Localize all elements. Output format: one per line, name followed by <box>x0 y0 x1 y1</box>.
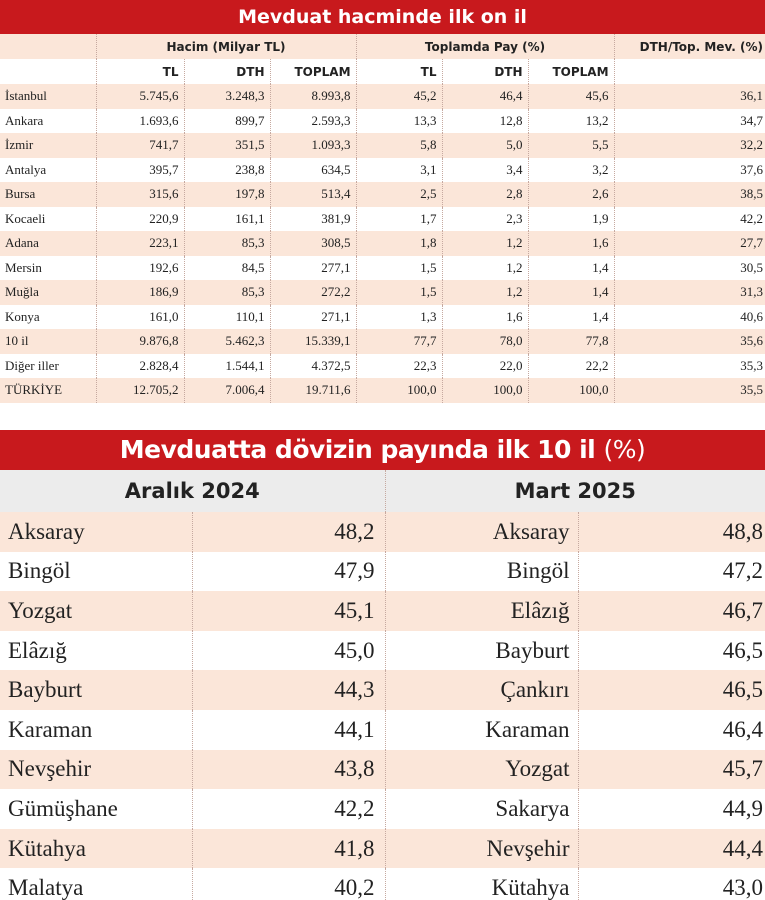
table-cell: 741,7 <box>96 133 184 158</box>
province-name: 10 il <box>0 329 96 354</box>
share-value-left: 42,2 <box>192 789 385 829</box>
table-cell: 3.248,3 <box>184 84 270 109</box>
table-cell: 634,5 <box>270 158 356 183</box>
table-cell: 1,5 <box>356 280 442 305</box>
list-item <box>0 789 765 829</box>
table-row <box>0 158 765 183</box>
province-name-right: Kütahya <box>385 868 578 900</box>
table-cell: 35,6 <box>614 329 765 354</box>
table-cell: 84,5 <box>184 256 270 281</box>
table-cell: 1,6 <box>442 305 528 330</box>
period-label-right: Mart 2025 <box>385 470 765 512</box>
province-name-left: Elâzığ <box>0 631 192 671</box>
header-volume: Hacim (Milyar TL) <box>96 34 356 59</box>
table-cell: 899,7 <box>184 109 270 134</box>
table-cell: 19.711,6 <box>270 378 356 403</box>
table-cell: 1.693,6 <box>96 109 184 134</box>
province-name-left: Nevşehir <box>0 750 192 790</box>
table-cell: 100,0 <box>356 378 442 403</box>
table-cell: 238,8 <box>184 158 270 183</box>
table-cell: 2,6 <box>528 182 614 207</box>
header-total: TOPLAM <box>270 59 356 84</box>
header-share: Toplamda Pay (%) <box>356 34 614 59</box>
table1-group-header-row <box>0 34 765 59</box>
table2-grid <box>0 470 765 900</box>
table-row <box>0 280 765 305</box>
table-cell: 1,2 <box>442 280 528 305</box>
table-cell: 110,1 <box>184 305 270 330</box>
table-cell: 161,1 <box>184 207 270 232</box>
share-value-left: 45,1 <box>192 591 385 631</box>
table-row <box>0 378 765 403</box>
table-cell: 381,9 <box>270 207 356 232</box>
table-row <box>0 329 765 354</box>
table-cell: 77,7 <box>356 329 442 354</box>
province-name-left: Bingöl <box>0 552 192 592</box>
table2-period-row <box>0 470 765 512</box>
list-item <box>0 552 765 592</box>
share-value-left: 45,0 <box>192 631 385 671</box>
header-dth-ratio: DTH/Top. Mev. (%) <box>614 34 765 59</box>
table-cell: 2,3 <box>442 207 528 232</box>
table-cell: 2,5 <box>356 182 442 207</box>
table-cell: 8.993,8 <box>270 84 356 109</box>
province-name-right: Karaman <box>385 710 578 750</box>
table-cell: 1,4 <box>528 280 614 305</box>
province-name-left: Gümüşhane <box>0 789 192 829</box>
header-dth: DTH <box>442 59 528 84</box>
province-name-left: Malatya <box>0 868 192 900</box>
table-cell: 3,4 <box>442 158 528 183</box>
table-cell: 40,6 <box>614 305 765 330</box>
deposit-volume-table <box>0 0 765 410</box>
province-name-left: Karaman <box>0 710 192 750</box>
table-cell: 31,3 <box>614 280 765 305</box>
table-cell: 32,2 <box>614 133 765 158</box>
table1-title: Mevduat hacminde ilk on il <box>0 0 765 34</box>
table-cell: 85,3 <box>184 280 270 305</box>
table-cell: 351,5 <box>184 133 270 158</box>
share-value-right: 43,0 <box>578 868 765 900</box>
share-value-left: 48,2 <box>192 512 385 552</box>
table-cell: 1,3 <box>356 305 442 330</box>
table-cell: 30,5 <box>614 256 765 281</box>
table-row <box>0 207 765 232</box>
table-cell: 1,4 <box>528 305 614 330</box>
table-cell: 5,0 <box>442 133 528 158</box>
share-value-left: 43,8 <box>192 750 385 790</box>
table-cell: 22,0 <box>442 354 528 379</box>
table-cell: 22,3 <box>356 354 442 379</box>
table-cell: 100,0 <box>528 378 614 403</box>
table-cell: 35,3 <box>614 354 765 379</box>
table-cell: 35,5 <box>614 378 765 403</box>
share-value-right: 45,7 <box>578 750 765 790</box>
share-value-left: 47,9 <box>192 552 385 592</box>
table-cell: 9.876,8 <box>96 329 184 354</box>
table-cell: 186,9 <box>96 280 184 305</box>
list-item <box>0 670 765 710</box>
table-cell: 12.705,2 <box>96 378 184 403</box>
table-cell: 272,2 <box>270 280 356 305</box>
table-cell: 78,0 <box>442 329 528 354</box>
table-cell: 192,6 <box>96 256 184 281</box>
table-cell: 5.745,6 <box>96 84 184 109</box>
table-cell: 197,8 <box>184 182 270 207</box>
header-tl: TL <box>356 59 442 84</box>
header-dth: DTH <box>184 59 270 84</box>
table-cell: 2.828,4 <box>96 354 184 379</box>
table-cell: 13,3 <box>356 109 442 134</box>
province-name: Konya <box>0 305 96 330</box>
table2-title-unit: (%) <box>603 435 646 464</box>
share-value-right: 46,7 <box>578 591 765 631</box>
province-name-right: Çankırı <box>385 670 578 710</box>
table-cell: 277,1 <box>270 256 356 281</box>
share-value-right: 48,8 <box>578 512 765 552</box>
table-cell: 1,9 <box>528 207 614 232</box>
province-name: Antalya <box>0 158 96 183</box>
province-name: Kocaeli <box>0 207 96 232</box>
table-cell: 22,2 <box>528 354 614 379</box>
table1-grid <box>0 34 765 403</box>
table-cell: 4.372,5 <box>270 354 356 379</box>
table-cell: 3,1 <box>356 158 442 183</box>
province-name: TÜRKİYE <box>0 378 96 403</box>
table-cell: 223,1 <box>96 231 184 256</box>
table-cell: 3,2 <box>528 158 614 183</box>
table-cell: 36,1 <box>614 84 765 109</box>
list-item <box>0 512 765 552</box>
table-row <box>0 256 765 281</box>
table2-title-text: Mevduatta dövizin payında ilk 10 il <box>119 435 596 464</box>
province-name-left: Bayburt <box>0 670 192 710</box>
table-cell: 37,6 <box>614 158 765 183</box>
province-name: Mersin <box>0 256 96 281</box>
table-cell: 85,3 <box>184 231 270 256</box>
table-cell: 2,8 <box>442 182 528 207</box>
table-cell: 5,8 <box>356 133 442 158</box>
share-value-left: 44,1 <box>192 710 385 750</box>
table-cell: 308,5 <box>270 231 356 256</box>
list-item <box>0 631 765 671</box>
table-cell: 1.544,1 <box>184 354 270 379</box>
header-tl: TL <box>96 59 184 84</box>
table-cell: 77,8 <box>528 329 614 354</box>
list-item <box>0 750 765 790</box>
header-blank <box>614 59 765 84</box>
share-value-right: 47,2 <box>578 552 765 592</box>
province-name: Bursa <box>0 182 96 207</box>
header-blank <box>0 59 96 84</box>
province-name-right: Aksaray <box>385 512 578 552</box>
province-name-left: Aksaray <box>0 512 192 552</box>
table-cell: 1,2 <box>442 256 528 281</box>
table-cell: 220,9 <box>96 207 184 232</box>
table-cell: 45,2 <box>356 84 442 109</box>
province-name: Adana <box>0 231 96 256</box>
table-cell: 395,7 <box>96 158 184 183</box>
province-name: Diğer iller <box>0 354 96 379</box>
table-cell: 1,4 <box>528 256 614 281</box>
share-value-right: 44,9 <box>578 789 765 829</box>
province-name: İzmir <box>0 133 96 158</box>
table-cell: 2.593,3 <box>270 109 356 134</box>
table-cell: 34,7 <box>614 109 765 134</box>
share-value-left: 40,2 <box>192 868 385 900</box>
table-row <box>0 231 765 256</box>
fx-share-table <box>0 430 765 900</box>
province-name: Ankara <box>0 109 96 134</box>
table-cell: 1,7 <box>356 207 442 232</box>
province-name-right: Bayburt <box>385 631 578 671</box>
table-cell: 15.339,1 <box>270 329 356 354</box>
header-total: TOPLAM <box>528 59 614 84</box>
province-name-right: Bingöl <box>385 552 578 592</box>
table-cell: 513,4 <box>270 182 356 207</box>
share-value-right: 44,4 <box>578 829 765 869</box>
table-cell: 1.093,3 <box>270 133 356 158</box>
list-item <box>0 829 765 869</box>
province-name: İstanbul <box>0 84 96 109</box>
table-cell: 45,6 <box>528 84 614 109</box>
table-cell: 7.006,4 <box>184 378 270 403</box>
table-cell: 271,1 <box>270 305 356 330</box>
table-cell: 38,5 <box>614 182 765 207</box>
table-cell: 100,0 <box>442 378 528 403</box>
table-cell: 1,5 <box>356 256 442 281</box>
share-value-left: 44,3 <box>192 670 385 710</box>
table-row <box>0 133 765 158</box>
table-row <box>0 305 765 330</box>
table-cell: 27,7 <box>614 231 765 256</box>
list-item <box>0 591 765 631</box>
table-row <box>0 354 765 379</box>
table2-title <box>0 430 765 470</box>
period-label-left: Aralık 2024 <box>0 470 385 512</box>
table-row <box>0 182 765 207</box>
list-item <box>0 710 765 750</box>
share-value-right: 46,5 <box>578 670 765 710</box>
table1-sub-header-row <box>0 59 765 84</box>
table-row <box>0 109 765 134</box>
table-cell: 46,4 <box>442 84 528 109</box>
province-name-right: Elâzığ <box>385 591 578 631</box>
table-cell: 161,0 <box>96 305 184 330</box>
province-name-left: Kütahya <box>0 829 192 869</box>
province-name-left: Yozgat <box>0 591 192 631</box>
table-cell: 5.462,3 <box>184 329 270 354</box>
table-cell: 1,8 <box>356 231 442 256</box>
table-cell: 42,2 <box>614 207 765 232</box>
table-cell: 5,5 <box>528 133 614 158</box>
list-item <box>0 868 765 900</box>
table-cell: 315,6 <box>96 182 184 207</box>
share-value-right: 46,4 <box>578 710 765 750</box>
table-cell: 13,2 <box>528 109 614 134</box>
share-value-left: 41,8 <box>192 829 385 869</box>
table-cell: 12,8 <box>442 109 528 134</box>
table-cell: 1,2 <box>442 231 528 256</box>
table-cell: 1,6 <box>528 231 614 256</box>
share-value-right: 46,5 <box>578 631 765 671</box>
province-name-right: Sakarya <box>385 789 578 829</box>
province-name: Muğla <box>0 280 96 305</box>
table-row <box>0 84 765 109</box>
province-name-right: Nevşehir <box>385 829 578 869</box>
province-name-right: Yozgat <box>385 750 578 790</box>
header-blank <box>0 34 96 59</box>
